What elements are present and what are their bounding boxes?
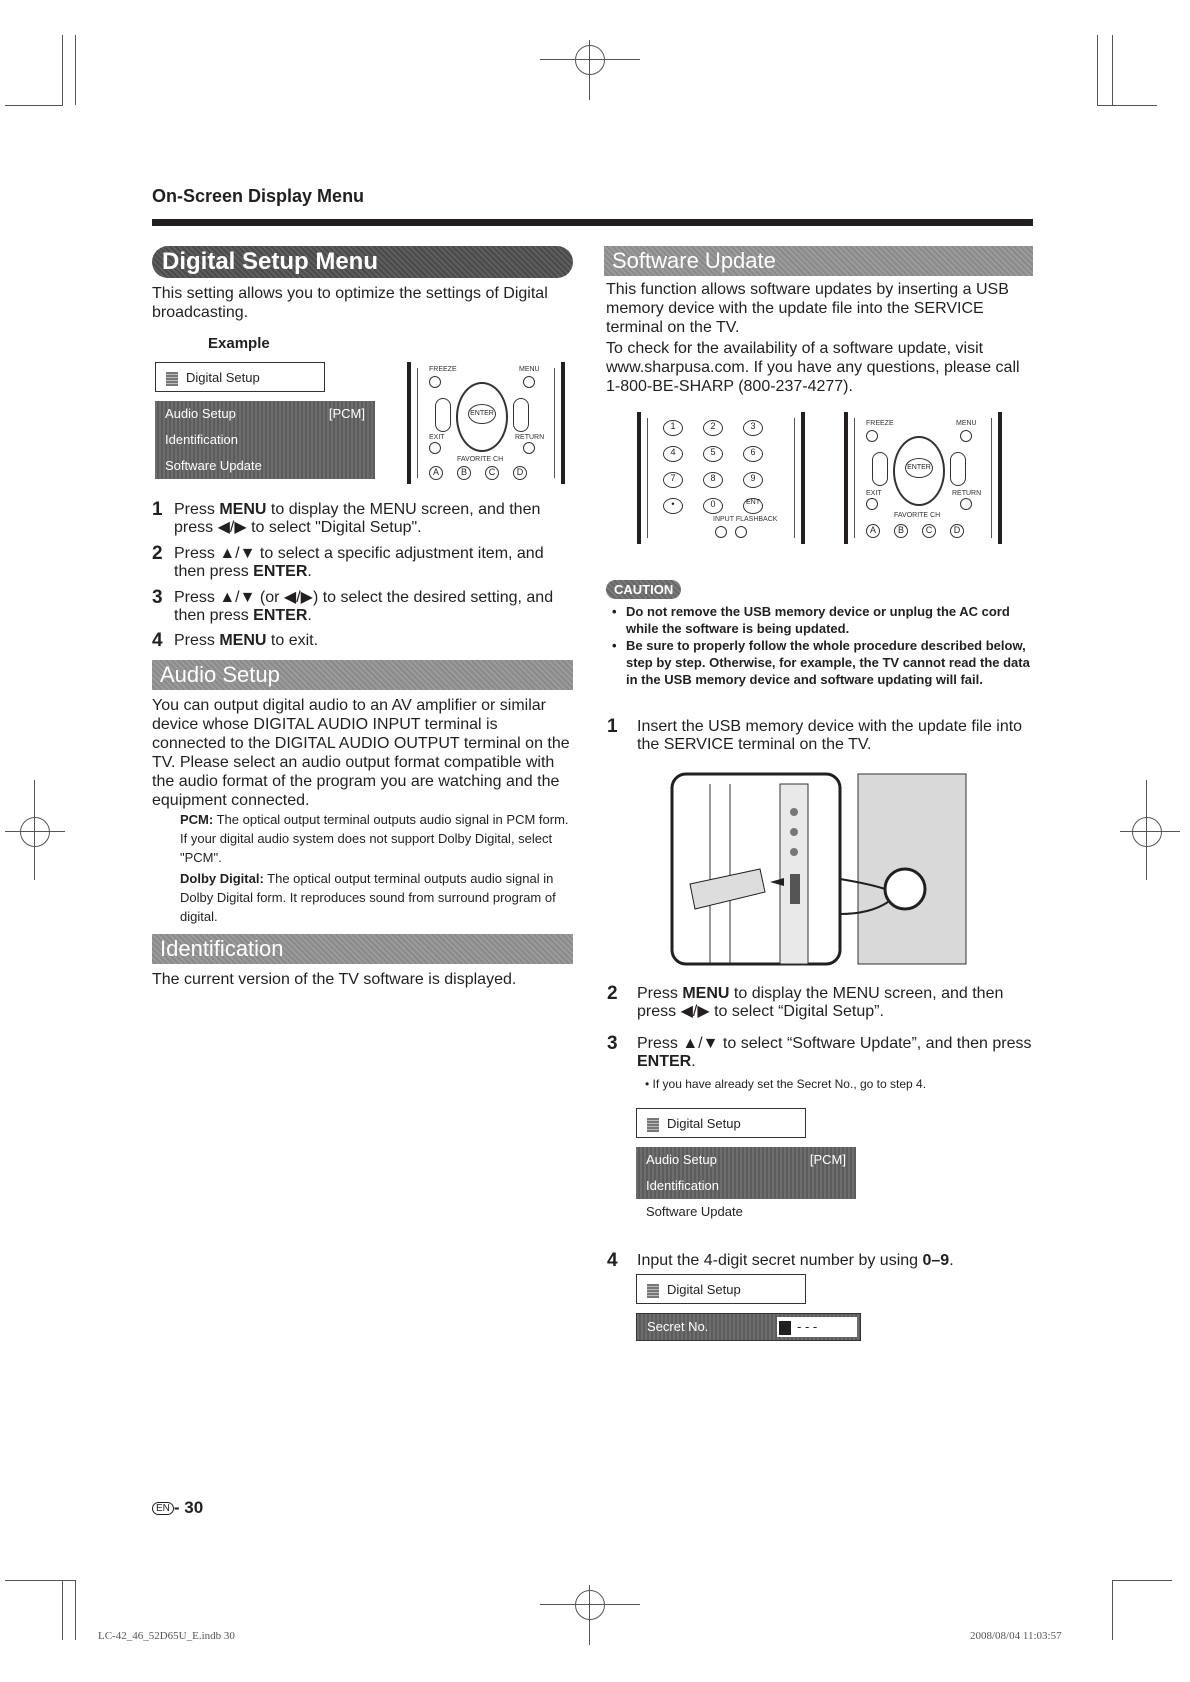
dolby-desc: The optical output terminal outputs audio signal in Dolby Digital form. It reproduces sound from surround program of digital. <box>180 871 556 924</box>
menu-header-label: Digital Setup <box>667 1282 741 1297</box>
secret-cursor <box>779 1321 791 1335</box>
step-text: Press ▲/▼ to select “Software Update”, and then press ENTER. <box>637 1035 1032 1070</box>
return-button <box>960 498 972 510</box>
service-terminal <box>790 874 800 904</box>
sw-step-1 <box>607 718 1032 758</box>
crop-mark <box>1120 831 1180 832</box>
crop-mark <box>1097 105 1157 106</box>
page-number <box>152 1498 203 1518</box>
digit-1-button: 1 <box>663 420 683 436</box>
remote-illustration-navigation-2 <box>844 412 1002 544</box>
crop-mark <box>5 1580 75 1581</box>
pcm-definition <box>180 810 570 867</box>
digit-9-button: 9 <box>743 472 763 488</box>
fav-c-button: C <box>485 466 499 480</box>
favorite-ch-label: FAVORITE CH <box>894 512 941 519</box>
sw-step-3-note: • If you have already set the Secret No., go to step 4. <box>645 1077 927 1091</box>
step-3 <box>152 589 572 627</box>
caution-list <box>612 603 1032 688</box>
favorite-ch-label: FAVORITE CH <box>457 456 504 463</box>
digit-8-button: 8 <box>703 472 723 488</box>
header-rule <box>152 219 1033 226</box>
step-text: Press MENU to display the MENU screen, and then press ◀/▶ to select “Digital Setup”. <box>637 985 1004 1020</box>
menu-item-label: Identification <box>646 1178 719 1193</box>
menu-header-label: Digital Setup <box>667 1116 741 1131</box>
step-text: Press ▲/▼ (or ◀/▶) to select the desired setting, and then press ENTER. <box>174 589 554 624</box>
crop-mark <box>5 105 63 106</box>
menu-item-label: Software Update <box>165 458 262 473</box>
menu-item-identification[interactable] <box>636 1173 856 1199</box>
pcm-term: PCM: <box>180 812 214 827</box>
caution-item: • Be sure to properly follow the whole procedure described below, step by step. Otherwise, for example, the TV cannot read the data in the USB memory device and software updating will fail. <box>612 638 1030 687</box>
fav-a-button: A <box>866 524 880 538</box>
lang-badge: EN <box>152 1502 174 1515</box>
step-number: 3 <box>152 587 163 608</box>
menu-item-label: Audio Setup <box>165 406 236 421</box>
digital-setup-menu-list-2 <box>636 1147 856 1225</box>
secret-no-row <box>636 1313 861 1341</box>
step-text: Insert the USB memory device with the update file into the SERVICE terminal on the TV. <box>637 718 1023 753</box>
caution-badge: CAUTION <box>606 580 681 599</box>
digit-0-button: 0 <box>703 498 723 514</box>
dolby-definition <box>180 869 570 926</box>
identification-body: The current version of the TV software is displayed. <box>152 971 517 988</box>
step-number: 1 <box>607 716 618 737</box>
menu-item-label: Audio Setup <box>646 1152 717 1167</box>
print-date-slug: 2008/08/04 11:03:57 <box>970 1630 1062 1642</box>
freeze-button <box>429 376 441 388</box>
flashback-button <box>735 526 747 538</box>
remote-illustration-navigation <box>407 362 565 484</box>
crop-mark <box>1112 1580 1172 1581</box>
registration-mark-right <box>1132 817 1162 847</box>
secret-no-label: Secret No. <box>647 1319 709 1334</box>
menu-folder-icon <box>647 1284 659 1298</box>
fav-d-button: D <box>950 524 964 538</box>
sw-step-2 <box>607 985 1032 1025</box>
menu-folder-icon <box>647 1118 659 1132</box>
freeze-label: FREEZE <box>866 420 894 427</box>
digital-setup-menu-list <box>155 401 375 479</box>
sw-step-3 <box>607 1035 1032 1075</box>
return-label: RETURN <box>515 434 545 441</box>
page-number-text: - 30 <box>173 1498 204 1517</box>
step-text: Input the 4-digit secret number by using 0–9. <box>637 1252 954 1269</box>
secret-no-field[interactable] <box>637 1314 860 1340</box>
menu-item-identification[interactable] <box>155 427 375 453</box>
menu-label: MENU <box>956 420 977 427</box>
menu-label: MENU <box>519 366 540 373</box>
crop-mark <box>5 831 65 832</box>
enter-button: ENTER <box>468 404 496 424</box>
dot-button: • <box>663 498 683 514</box>
caution-item: • Do not remove the USB memory device or unplug the AC cord while the software is being updated. <box>612 604 1010 636</box>
digit-3-button: 3 <box>743 420 763 436</box>
audio-setup-body: You can output digital audio to an AV amplifier or similar device whose DIGITAL AUDIO INPUT terminal is connected to the DIGITAL AUDIO OUTPUT terminal on the TV. Please select an audio output format compatible with the audio format of the program you are watching and the equipment connected. <box>152 697 570 809</box>
crop-mark <box>1097 35 1098 105</box>
menu-header-digital-setup-2 <box>636 1108 806 1138</box>
crop-mark <box>75 1580 76 1640</box>
digital-setup-menu-title: Digital Setup Menu <box>152 246 573 278</box>
dpad-left <box>435 398 451 432</box>
software-update-intro: This function allows software updates by inserting a USB memory device with the update file into the SERVICE terminal on the TV. <box>606 281 1009 336</box>
page-section-title: On-Screen Display Menu <box>152 186 365 206</box>
crop-mark <box>75 35 76 105</box>
exit-button <box>429 442 441 454</box>
step-number: 1 <box>152 499 163 520</box>
step-text: Press ▲/▼ to select a specific adjustment item, and then press ENTER. <box>174 545 544 580</box>
secret-no-value: - - - <box>797 1319 818 1334</box>
menu-button <box>960 430 972 442</box>
freeze-button <box>866 430 878 442</box>
registration-mark-top <box>575 45 605 75</box>
menu-item-label: Identification <box>165 432 238 447</box>
crop-mark <box>34 780 35 880</box>
menu-item-audio-setup[interactable] <box>155 401 375 427</box>
step-2 <box>152 545 572 583</box>
menu-item-value: [PCM] <box>809 1152 846 1167</box>
crop-mark <box>589 40 590 100</box>
dpad-left <box>872 452 888 486</box>
return-label: RETURN <box>952 490 982 497</box>
menu-item-label: Software Update <box>646 1204 743 1219</box>
digit-7-button: 7 <box>663 472 683 488</box>
crop-mark <box>540 59 640 60</box>
return-button <box>523 442 535 454</box>
menu-folder-icon <box>166 372 178 386</box>
step-number: 2 <box>152 543 163 564</box>
step-text: Press MENU to exit. <box>174 632 319 649</box>
input-flashback-labels: INPUT FLASHBACK <box>713 516 778 523</box>
step-4 <box>152 632 572 652</box>
terminal <box>790 828 798 836</box>
pcm-desc: The optical output terminal outputs audio signal in PCM form. If your digital audio system does not support Dolby Digital, select "PCM". <box>180 812 569 865</box>
terminal <box>790 848 798 856</box>
exit-label: EXIT <box>429 434 445 441</box>
example-label: Example <box>208 335 270 352</box>
print-file-slug: LC-42_46_52D65U_E.indb 30 <box>98 1630 235 1642</box>
step-number: 4 <box>152 630 163 651</box>
remote-illustration-numpad <box>637 412 805 544</box>
digital-setup-intro: This setting allows you to optimize the settings of Digital broadcasting. <box>152 285 548 321</box>
fav-c-button: C <box>922 524 936 538</box>
terminal <box>790 808 798 816</box>
crop-mark <box>1146 780 1147 880</box>
menu-header-digital-setup-3 <box>636 1274 806 1304</box>
menu-item-software-update-selected[interactable] <box>636 1199 856 1225</box>
step-number: 2 <box>607 983 618 1004</box>
crop-mark <box>1112 35 1113 105</box>
registration-mark-left <box>20 817 50 847</box>
input-button <box>715 526 727 538</box>
enter-button: ENTER <box>905 458 933 478</box>
digit-5-button: 5 <box>703 446 723 462</box>
fav-d-button: D <box>513 466 527 480</box>
menu-item-software-update[interactable] <box>155 453 375 479</box>
step-text: Press MENU to display the MENU screen, and then press ◀/▶ to select "Digital Setup". <box>174 501 541 536</box>
dolby-term: Dolby Digital: <box>180 871 264 886</box>
fav-b-button: B <box>894 524 908 538</box>
secret-no-input[interactable] <box>777 1317 857 1337</box>
step-number: 4 <box>607 1250 618 1271</box>
audio-setup-title: Audio Setup <box>152 660 573 690</box>
identification-title: Identification <box>152 934 573 964</box>
sw-step-4 <box>607 1252 1032 1272</box>
freeze-label: FREEZE <box>429 366 457 373</box>
menu-header-digital-setup <box>155 362 325 392</box>
software-update-check: To check for the availability of a software update, visit www.sharpusa.com. If you have any questions, please call 1-800-BE-SHARP (800-237-4277). <box>606 340 1020 395</box>
dpad-right <box>513 398 529 432</box>
software-update-title: Software Update <box>604 246 1033 276</box>
fav-b-button: B <box>457 466 471 480</box>
exit-button <box>866 498 878 510</box>
digit-2-button: 2 <box>703 420 723 436</box>
menu-button <box>523 376 535 388</box>
menu-item-value: [PCM] <box>328 406 365 421</box>
menu-item-audio-setup[interactable] <box>636 1147 856 1173</box>
magnifier-circle <box>885 869 925 909</box>
registration-mark-bottom <box>575 1590 605 1620</box>
crop-mark <box>62 1580 63 1640</box>
step-1 <box>152 501 572 539</box>
ent-button: ENT <box>743 498 763 514</box>
menu-header-label: Digital Setup <box>186 370 260 385</box>
exit-label: EXIT <box>866 490 882 497</box>
crop-mark <box>540 1604 640 1605</box>
digit-4-button: 4 <box>663 446 683 462</box>
crop-mark <box>1112 1580 1113 1640</box>
crop-mark <box>62 35 63 105</box>
fav-a-button: A <box>429 466 443 480</box>
crop-mark <box>589 1585 590 1645</box>
usb-insert-illustration <box>670 764 970 974</box>
step-number: 3 <box>607 1033 618 1054</box>
dpad-right <box>950 452 966 486</box>
digit-6-button: 6 <box>743 446 763 462</box>
zoom-callout-frame <box>672 774 840 964</box>
